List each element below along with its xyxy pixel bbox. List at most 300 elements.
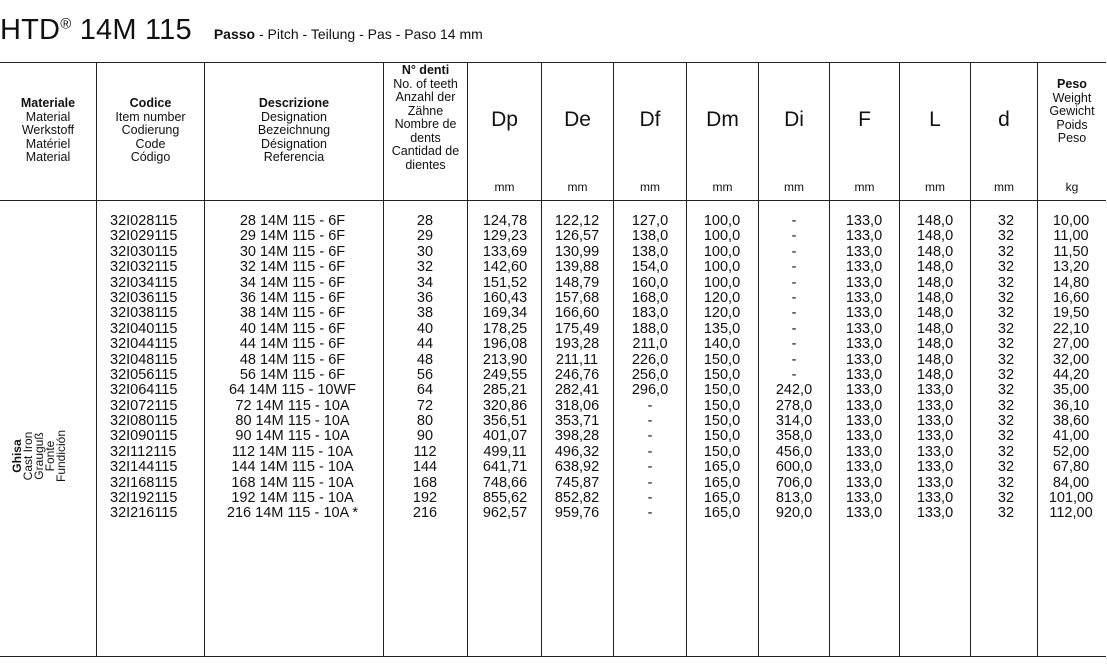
- table-cell-desc: 80 14M 115 - 10A: [235, 413, 350, 430]
- table-cell-de: 745,87: [554, 474, 600, 491]
- table-cell-df: 127,0: [631, 213, 669, 229]
- table-cell-d: 32: [997, 428, 1015, 445]
- table-cell-de: 193,28: [554, 336, 600, 353]
- table-cell-d: 32: [997, 274, 1015, 291]
- table-cell-w: 16,60: [1052, 289, 1090, 306]
- table-cell-code: 32I216115: [110, 505, 178, 522]
- table-cell-de: 959,76: [554, 505, 600, 522]
- table-cell-code: 32I044115: [110, 336, 178, 353]
- table-cell-code: 32I040115: [110, 320, 178, 337]
- table-cell-f: 133,0: [845, 243, 883, 260]
- table-cell-desc: 56 14M 115 - 6F: [239, 366, 346, 383]
- table-cell-teeth: 216: [412, 505, 438, 522]
- table-cell-f: 133,0: [845, 382, 883, 399]
- table-cell-teeth: 48: [416, 351, 434, 368]
- table-cell-desc: 216 14M 115 - 10A *: [226, 505, 359, 522]
- table-cell-f: 133,0: [845, 259, 883, 276]
- table-cell-f: 133,0: [845, 459, 883, 476]
- column-dm: [692, 214, 752, 522]
- table-cell-w: 32,00: [1052, 351, 1090, 368]
- table-cell-f: 133,0: [845, 289, 883, 306]
- table-cell-desc: 168 14M 115 - 10A: [231, 474, 354, 491]
- table-cell-l: 148,0: [916, 320, 954, 337]
- table-cell-df: 154,0: [631, 259, 669, 276]
- table-cell-dp: 320,86: [482, 397, 528, 414]
- table-cell-desc: 192 14M 115 - 10A: [231, 490, 354, 507]
- header-weight-line: Peso: [1057, 131, 1087, 145]
- table-cell-f: 133,0: [845, 366, 883, 383]
- table-cell-l: 148,0: [916, 228, 954, 245]
- header-teeth-line: dientes: [405, 157, 446, 172]
- table-cell-df: 138,0: [631, 243, 669, 260]
- table-cell-code: 32I034115: [110, 274, 178, 291]
- table-cell-f: 133,0: [845, 305, 883, 322]
- table-cell-df: 188,0: [631, 320, 669, 337]
- table-cell-dp: 178,25: [482, 320, 528, 337]
- table-cell-di: -: [791, 351, 797, 368]
- table-cell-teeth: 28: [416, 213, 434, 229]
- header-description-line: Désignation: [260, 136, 327, 151]
- material-translation: Fundición: [54, 429, 68, 483]
- table-cell-di: -: [791, 259, 797, 276]
- table-cell-df: 226,0: [631, 351, 669, 368]
- table-cell-teeth: 144: [412, 459, 438, 476]
- header-weight-line: Poids: [1056, 117, 1088, 132]
- table-cell-l: 148,0: [916, 336, 954, 353]
- table-cell-desc: 44 14M 115 - 6F: [239, 336, 346, 353]
- table-cell-f: 133,0: [845, 336, 883, 353]
- table-cell-l: 133,0: [916, 382, 954, 399]
- material-translation: Cast Iron: [21, 431, 35, 481]
- table-cell-w: 27,00: [1052, 336, 1090, 353]
- table-cell-dm: 120,0: [703, 289, 741, 306]
- table-cell-di: 358,0: [775, 428, 813, 445]
- table-cell-desc: 34 14M 115 - 6F: [239, 274, 346, 291]
- table-cell-de: 126,57: [554, 228, 600, 245]
- table-cell-dm: 165,0: [703, 505, 741, 522]
- table-cell-dp: 401,07: [482, 428, 528, 445]
- header-weight-line: Gewicht: [1049, 104, 1095, 118]
- table-cell-d: 32: [997, 289, 1015, 306]
- table-cell-de: 638,92: [554, 459, 600, 476]
- table-cell-desc: 48 14M 115 - 6F: [239, 351, 346, 368]
- header-description-line: Designation: [260, 109, 327, 124]
- table-cell-f: 133,0: [845, 490, 883, 507]
- table-cell-dp: 748,66: [482, 474, 528, 491]
- table-cell-de: 157,68: [554, 289, 600, 306]
- column-d: [978, 214, 1034, 522]
- table-cell-dm: 150,0: [703, 413, 741, 430]
- table-cell-df: -: [647, 397, 653, 414]
- table-cell-desc: 40 14M 115 - 6F: [239, 320, 346, 337]
- table-cell-d: 32: [997, 490, 1015, 507]
- table-cell-l: 133,0: [916, 397, 954, 414]
- table-cell-code: 32I192115: [110, 490, 178, 507]
- column-code: [110, 214, 200, 522]
- table-cell-dp: 129,23: [482, 228, 528, 245]
- table-cell-di: -: [791, 274, 797, 291]
- table-cell-l: 148,0: [916, 259, 954, 276]
- table-cell-dm: 135,0: [703, 320, 741, 337]
- header-code-title: Codice: [129, 96, 172, 111]
- table-cell-f: 133,0: [845, 443, 883, 460]
- table-cell-d: 32: [997, 259, 1015, 276]
- table-cell-l: 133,0: [916, 413, 954, 430]
- table-cell-dm: 100,0: [703, 243, 741, 260]
- table-cell-teeth: 38: [416, 305, 434, 322]
- table-cell-w: 67,80: [1052, 459, 1090, 476]
- table-cell-w: 52,00: [1052, 443, 1090, 460]
- table-cell-w: 84,00: [1052, 474, 1090, 491]
- table-cell-code: 32I072115: [110, 397, 178, 414]
- column-weight: [1040, 214, 1102, 522]
- table-cell-di: 706,0: [775, 474, 813, 491]
- table-cell-d: 32: [997, 351, 1015, 368]
- table-cell-w: 41,00: [1052, 428, 1090, 445]
- header-description-title: Descrizione: [258, 96, 330, 111]
- header-description: [205, 62, 383, 200]
- column-df: [620, 214, 680, 522]
- header-d: d mm: [994, 108, 1014, 194]
- table-cell-de: 246,76: [554, 366, 600, 383]
- table-cell-teeth: 168: [412, 474, 438, 491]
- table-cell-dm: 150,0: [703, 351, 741, 368]
- table-cell-code: 32I029115: [110, 228, 178, 245]
- table-cell-desc: 30 14M 115 - 6F: [239, 243, 346, 260]
- table-cell-df: -: [647, 443, 653, 460]
- material-name: Ghisa: [10, 439, 24, 473]
- pitch-subtitle: Passo - Pitch - Teilung - Pas - Paso 14 mm: [213, 26, 483, 42]
- table-cell-f: 133,0: [845, 274, 883, 291]
- table-cell-d: 32: [997, 397, 1015, 414]
- table-cell-di: 242,0: [775, 382, 813, 399]
- header-code-line: Código: [130, 150, 171, 165]
- table-cell-dp: 151,52: [482, 274, 528, 291]
- table-cell-di: -: [791, 228, 797, 245]
- table-cell-desc: 28 14M 115 - 6F: [239, 213, 346, 229]
- table-cell-d: 32: [997, 366, 1015, 383]
- header-teeth-line: Nombre de: [394, 117, 457, 131]
- table-cell-d: 32: [997, 505, 1015, 522]
- table-cell-f: 133,0: [845, 320, 883, 337]
- table-cell-teeth: 40: [416, 320, 434, 337]
- table-cell-f: 133,0: [845, 505, 883, 522]
- table-cell-dm: 150,0: [703, 366, 741, 383]
- table-cell-de: 130,99: [554, 243, 600, 260]
- table-cell-d: 32: [997, 382, 1015, 399]
- table-cell-dm: 150,0: [703, 397, 741, 414]
- column-dp: [475, 214, 535, 522]
- table-cell-l: 148,0: [916, 351, 954, 368]
- header-code-line: Code: [135, 136, 166, 151]
- table-cell-de: 282,41: [554, 382, 600, 399]
- table-cell-teeth: 64: [416, 382, 434, 399]
- table-cell-d: 32: [997, 413, 1015, 430]
- table-cell-de: 148,79: [554, 274, 600, 291]
- header-teeth-line: Cantidad de: [391, 144, 460, 158]
- table-cell-teeth: 112: [413, 443, 437, 460]
- table-cell-l: 148,0: [916, 243, 954, 260]
- table-cell-df: -: [647, 490, 653, 507]
- column-l: [904, 214, 966, 522]
- table-cell-f: 133,0: [845, 351, 883, 368]
- table-cell-df: 183,0: [631, 305, 669, 322]
- table-cell-code: 32I064115: [110, 382, 178, 399]
- table-cell-desc: 72 14M 115 - 10A: [235, 397, 350, 414]
- header-dp: Dp mm: [491, 108, 518, 194]
- table-cell-dp: 169,34: [482, 305, 528, 322]
- registered-mark: ®: [60, 15, 72, 33]
- table-cell-dm: 165,0: [703, 490, 741, 507]
- table-cell-code: 32I036115: [110, 289, 178, 306]
- header-f: F mm: [854, 108, 875, 194]
- table-cell-code: 32I168115: [110, 474, 178, 491]
- table-cell-de: 175,49: [554, 320, 600, 337]
- table-cell-dp: 641,71: [482, 459, 528, 476]
- table-cell-l: 133,0: [916, 428, 954, 445]
- table-cell-di: -: [791, 305, 797, 322]
- table-cell-di: -: [791, 320, 797, 337]
- table-cell-code: 32I080115: [110, 413, 178, 430]
- table-cell-w: 44,20: [1052, 366, 1090, 383]
- header-dm: Dm mm: [706, 108, 739, 194]
- table-cell-df: 211,0: [632, 336, 668, 353]
- table-cell-f: 133,0: [845, 474, 883, 491]
- table-cell-de: 166,60: [554, 305, 600, 322]
- table-cell-dp: 196,08: [482, 336, 528, 353]
- table-cell-di: 314,0: [775, 413, 813, 430]
- table-cell-df: -: [647, 474, 653, 491]
- table-cell-w: 14,80: [1052, 274, 1090, 291]
- table-cell-d: 32: [997, 443, 1015, 460]
- table-cell-dp: 124,78: [482, 213, 528, 229]
- table-cell-df: 138,0: [631, 228, 669, 245]
- table-cell-desc: 64 14M 115 - 10WF: [228, 382, 357, 399]
- header-weight-line: Weight: [1052, 90, 1092, 105]
- table-cell-df: 256,0: [631, 366, 669, 383]
- table-cell-code: 32I090115: [110, 428, 178, 445]
- table-cell-dm: 165,0: [703, 459, 741, 476]
- header-material-line: Werkstoff: [21, 123, 75, 138]
- table-cell-w: 11,50: [1053, 243, 1089, 260]
- table-cell-de: 122,12: [554, 213, 600, 229]
- header-de: De mm: [564, 108, 591, 194]
- table-cell-de: 398,28: [554, 428, 600, 445]
- table-cell-de: 496,32: [554, 443, 600, 460]
- table-cell-w: 35,00: [1052, 382, 1090, 399]
- header-di: Di mm: [784, 108, 804, 194]
- table-cell-teeth: 30: [416, 243, 434, 260]
- table-cell-dm: 140,0: [703, 336, 741, 353]
- header-teeth-line: Anzahl der: [395, 90, 456, 104]
- column-di: [764, 214, 824, 522]
- header-material-line: Material: [25, 150, 71, 165]
- table-cell-f: 133,0: [845, 397, 883, 414]
- table-cell-l: 133,0: [916, 443, 954, 460]
- table-cell-df: -: [647, 428, 653, 445]
- table-cell-dp: 855,62: [482, 490, 528, 507]
- table-cell-d: 32: [997, 213, 1015, 229]
- table-cell-di: -: [791, 366, 797, 383]
- table-cell-de: 353,71: [554, 413, 600, 430]
- table-cell-di: 456,0: [775, 443, 813, 460]
- column-description: [210, 214, 375, 522]
- table-cell-desc: 38 14M 115 - 6F: [239, 305, 346, 322]
- table-cell-l: 133,0: [916, 474, 954, 491]
- material-translation: Fonte: [43, 440, 57, 472]
- header-description-line: Referencia: [263, 150, 325, 165]
- header-material-line: Matériel: [25, 136, 71, 151]
- table-cell-f: 133,0: [845, 413, 883, 430]
- table-cell-dm: 100,0: [703, 259, 741, 276]
- table-cell-de: 318,06: [554, 397, 600, 414]
- table-cell-w: 10,00: [1052, 213, 1090, 229]
- table-cell-desc: 144 14M 115 - 10A: [231, 459, 354, 476]
- table-cell-desc: 29 14M 115 - 6F: [239, 228, 346, 245]
- table-cell-teeth: 29: [416, 228, 434, 245]
- table-cell-dm: 100,0: [703, 274, 741, 291]
- table-cell-dp: 249,55: [482, 366, 528, 383]
- table-cell-d: 32: [997, 228, 1015, 245]
- table-cell-d: 32: [997, 336, 1015, 353]
- table-cell-l: 148,0: [916, 366, 954, 383]
- table-cell-de: 139,88: [554, 259, 600, 276]
- header-teeth-line: No. of teeth: [393, 76, 458, 91]
- table-cell-teeth: 80: [416, 413, 434, 430]
- table-cell-dp: 285,21: [482, 382, 528, 399]
- table-cell-l: 133,0: [916, 459, 954, 476]
- table-cell-di: -: [791, 213, 797, 229]
- table-cell-w: 36,10: [1052, 397, 1090, 414]
- table-cell-dp: 213,90: [482, 351, 528, 368]
- table-cell-dp: 133,69: [482, 243, 528, 260]
- table-cell-de: 852,82: [554, 490, 600, 507]
- table-cell-code: 32I032115: [110, 259, 178, 276]
- table-cell-teeth: 44: [416, 336, 434, 353]
- table-cell-df: -: [647, 505, 653, 522]
- table-cell-di: 813,0: [775, 490, 813, 507]
- table-cell-l: 148,0: [916, 213, 954, 229]
- table-cell-code: 32I056115: [110, 366, 178, 383]
- header-material-title: Materiale: [20, 96, 76, 111]
- header-df: Df mm: [639, 108, 661, 194]
- table-cell-code: 32I038115: [110, 305, 178, 322]
- table-cell-teeth: 72: [416, 397, 434, 414]
- table-cell-code: 32I028115: [110, 213, 178, 229]
- table-cell-di: 278,0: [775, 397, 813, 414]
- table-cell-l: 148,0: [916, 274, 954, 291]
- table-cell-dm: 100,0: [703, 213, 741, 229]
- table-cell-w: 38,60: [1052, 413, 1090, 430]
- header-description-line: Bezeichnung: [257, 123, 331, 138]
- table-cell-desc: 32 14M 115 - 6F: [239, 259, 346, 276]
- header-l: L mm: [925, 108, 945, 194]
- table-cell-dm: 100,0: [703, 228, 741, 245]
- table-cell-dm: 150,0: [703, 382, 741, 399]
- product-title: HTD® 14M 115: [0, 14, 192, 46]
- table-cell-de: 211,11: [555, 351, 599, 368]
- table-cell-code: 32I030115: [110, 243, 178, 260]
- table-cell-w: 11,00: [1053, 228, 1089, 245]
- table-cell-l: 148,0: [916, 289, 954, 306]
- header-code-line: Codierung: [121, 123, 180, 138]
- table-cell-w: 22,10: [1052, 320, 1090, 337]
- table-cell-d: 32: [997, 474, 1015, 491]
- header-code-line: Item number: [115, 109, 186, 124]
- table-cell-di: -: [791, 336, 797, 353]
- table-cell-code: 32I048115: [110, 351, 178, 368]
- table-cell-df: -: [647, 413, 653, 430]
- table-cell-d: 32: [997, 459, 1015, 476]
- table-cell-code: 32I112115: [110, 443, 177, 460]
- header-material-line: Material: [25, 109, 71, 124]
- header-teeth-title: N° denti: [401, 63, 450, 77]
- column-de: [546, 214, 608, 522]
- table-cell-l: 133,0: [916, 490, 954, 507]
- table-cell-d: 32: [997, 305, 1015, 322]
- table-cell-di: -: [791, 243, 797, 260]
- header-teeth: [384, 62, 467, 202]
- column-teeth: [390, 214, 460, 522]
- column-f: [834, 214, 894, 522]
- table-cell-teeth: 36: [416, 289, 434, 306]
- header-material: [0, 62, 96, 200]
- table-cell-teeth: 34: [416, 274, 434, 291]
- table-cell-df: -: [647, 459, 653, 476]
- table-cell-desc: 90 14M 115 - 10A: [235, 428, 350, 445]
- table-cell-di: -: [791, 289, 797, 306]
- table-cell-code: 32I144115: [110, 459, 178, 476]
- material-translation: Grauguß: [32, 432, 46, 480]
- header-teeth-line: dents: [410, 130, 441, 145]
- table-cell-w: 13,20: [1052, 259, 1090, 276]
- table-cell-teeth: 56: [416, 366, 434, 383]
- table-cell-dm: 150,0: [703, 428, 741, 445]
- header-weight: Peso Weight Gewicht Poids Peso kg: [1038, 62, 1106, 200]
- table-cell-dm: 150,0: [703, 443, 741, 460]
- table-cell-dp: 962,57: [482, 505, 528, 522]
- table-cell-df: 160,0: [631, 274, 669, 291]
- table-cell-f: 133,0: [845, 428, 883, 445]
- table-cell-f: 133,0: [845, 213, 883, 229]
- header-teeth-line: Zähne: [407, 103, 444, 118]
- table-cell-df: 168,0: [631, 289, 669, 306]
- table-cell-w: 19,50: [1052, 305, 1090, 322]
- table-cell-d: 32: [997, 243, 1015, 260]
- table-cell-f: 133,0: [845, 228, 883, 245]
- table-cell-dp: 142,60: [482, 259, 528, 276]
- spec-table: [0, 62, 1106, 657]
- material-label: [12, 406, 100, 526]
- table-cell-d: 32: [997, 320, 1015, 337]
- table-cell-w: 101,00: [1048, 490, 1094, 507]
- table-cell-dp: 356,51: [482, 413, 528, 430]
- table-cell-dp: 499,11: [483, 443, 527, 460]
- page-title: [0, 14, 483, 54]
- table-cell-desc: 36 14M 115 - 6F: [239, 289, 346, 306]
- table-cell-di: 600,0: [775, 459, 813, 476]
- header-weight-title: Peso: [1057, 77, 1087, 91]
- table-cell-l: 148,0: [916, 305, 954, 322]
- table-cell-df: 296,0: [631, 382, 669, 399]
- table-cell-dp: 160,43: [482, 289, 528, 306]
- table-cell-desc: 112 14M 115 - 10A: [231, 443, 354, 460]
- table-cell-teeth: 90: [416, 428, 434, 445]
- header-code: [97, 62, 204, 200]
- table-cell-teeth: 192: [412, 490, 438, 507]
- table-cell-dm: 120,0: [703, 305, 741, 322]
- table-cell-w: 112,00: [1049, 505, 1093, 522]
